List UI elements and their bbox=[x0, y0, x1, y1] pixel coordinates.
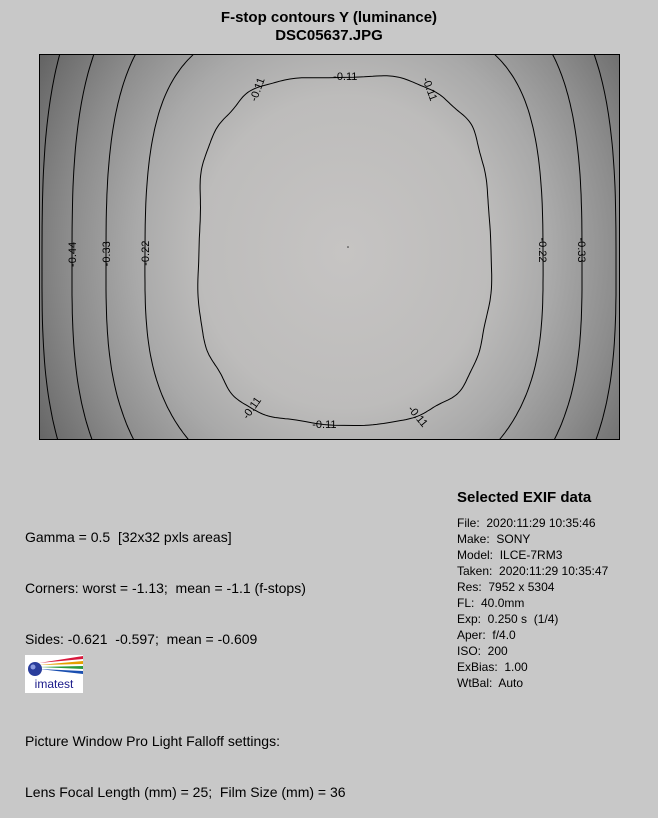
contour-label: -0.11 bbox=[419, 75, 440, 103]
exif-key: Make: bbox=[457, 532, 490, 546]
exif-title: Selected EXIF data bbox=[457, 489, 592, 506]
contour-plot bbox=[39, 54, 620, 440]
exif-key: ExBias: bbox=[457, 660, 498, 674]
exif-key: Exp: bbox=[457, 612, 482, 626]
exif-key: Aper: bbox=[457, 628, 486, 642]
exif-row bbox=[457, 643, 608, 659]
exif-key: Taken: bbox=[457, 564, 493, 578]
exif-value: 0.250 s (1/4) bbox=[481, 612, 559, 626]
corners-text: Corners: worst = -1.13; mean = -1.1 (f-stops) bbox=[25, 580, 306, 596]
exif-value: 2020:11:29 10:35:47 bbox=[492, 564, 609, 578]
exif-value: Auto bbox=[492, 676, 524, 690]
exif-value: 40.0mm bbox=[474, 596, 525, 610]
chart-subtitle: DSC05637.JPG bbox=[275, 27, 383, 44]
imatest-logo bbox=[25, 655, 83, 693]
exif-key: Model: bbox=[457, 548, 494, 562]
contour-label: -0.11 bbox=[405, 403, 430, 430]
contour-label: -0.33 bbox=[575, 237, 587, 263]
exif-key: File: bbox=[457, 516, 480, 530]
exif-value: 200 bbox=[481, 644, 508, 658]
exif-key: FL: bbox=[457, 596, 475, 610]
exif-row bbox=[457, 611, 608, 627]
exif-value: SONY bbox=[489, 532, 531, 546]
exif-row bbox=[457, 579, 608, 595]
contour-label: -0.33 bbox=[101, 241, 113, 267]
exif-value: 2020:11:29 10:35:46 bbox=[479, 516, 596, 530]
exif-row bbox=[457, 515, 608, 531]
exif-row bbox=[457, 563, 608, 579]
chart-title: F-stop contours Y (luminance) bbox=[220, 9, 438, 26]
exif-key: WtBal: bbox=[457, 676, 493, 690]
exif-row bbox=[457, 627, 608, 643]
pw-settings-title: Picture Window Pro Light Falloff settings: bbox=[25, 733, 280, 749]
exif-key: Res: bbox=[457, 580, 482, 594]
exif-key: ISO: bbox=[457, 644, 482, 658]
exif-panel bbox=[457, 489, 608, 691]
exif-value: 7952 x 5304 bbox=[481, 580, 555, 594]
sides-text: Sides: -0.621 -0.597; mean = -0.609 bbox=[25, 631, 258, 647]
contour-label: -0.11 bbox=[248, 76, 268, 104]
exif-value: ILCE-7RM3 bbox=[493, 548, 563, 562]
gamma-text: Gamma = 0.5 [32x32 pxls areas] bbox=[25, 529, 232, 545]
exif-row bbox=[457, 659, 608, 675]
exif-row bbox=[457, 547, 608, 563]
exif-row bbox=[457, 675, 608, 691]
logo-text: imatest bbox=[34, 677, 74, 691]
plot-background bbox=[39, 54, 620, 440]
exif-row bbox=[457, 595, 608, 611]
contour-label: -0.11 bbox=[312, 418, 337, 431]
contour-label: -0.44 bbox=[67, 241, 79, 267]
exif-row bbox=[457, 531, 608, 547]
contour-label: -0.11 bbox=[240, 394, 265, 422]
exif-value: f/4.0 bbox=[485, 628, 516, 642]
contour-label: -0.11 bbox=[333, 71, 358, 83]
pw-settings-values: Lens Focal Length (mm) = 25; Film Size (mm) = 36 bbox=[25, 784, 346, 800]
contour-label: -0.22 bbox=[536, 237, 548, 263]
contour-label: -0.22 bbox=[140, 240, 152, 266]
center-marker bbox=[347, 246, 349, 248]
exif-value: 1.00 bbox=[497, 660, 528, 674]
